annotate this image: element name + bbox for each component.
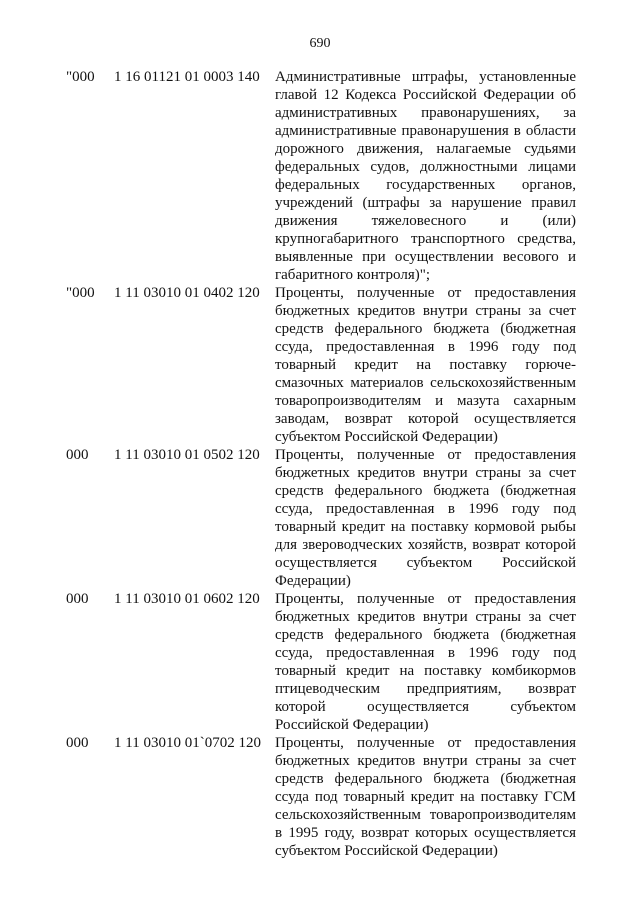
budget-classification-code: 1 16 01121 01 0003 140 [114,69,260,85]
revenue-description: Проценты, полученные от предоставления бюджетных кредитов внутри страны за счет средств федерального бюджета (бюджетная ссуда, предоставленная в 1996 году под товарный кредит на поставку кормовой рыбы для звероводческих хозяйств, возврат которой осуществляется субъектом Российской Федерации) [275,447,576,589]
list-item [66,446,576,590]
budget-classification-code: 1 11 03010 01 0602 120 [114,591,260,607]
budget-classification-code: 1 11 03010 01 0502 120 [114,447,260,463]
list-item [66,284,576,446]
list-item [66,734,576,860]
page-number: 690 [309,36,331,51]
administrator-code: "000 [66,285,95,301]
administrator-code: 000 [66,447,89,463]
revenue-description: Административные штрафы, установленные главой 12 Кодекса Российской Федерации об административных правонарушениях, за административные правонарушения в области дорожного движения, налагаемые судьями федеральных судов, должностными лицами федеральных государственных органов, учреждений (штрафы за нарушение правил движения тяжеловесного и (или) крупногабаритного транспортного средства, выявленные при осуществлении весового и габаритного контроля)"; [275,69,576,283]
administrator-code: "000 [66,69,95,85]
list-item [66,590,576,734]
administrator-code: 000 [66,735,89,751]
administrator-code: 000 [66,591,89,607]
revenue-description: Проценты, полученные от предоставления бюджетных кредитов внутри страны за счет средств федерального бюджета (бюджетная ссуда под товарный кредит на поставку ГСМ сельскохозяйственным товаропроизводителям в 1995 году, возврат которых осуществляется субъектом Российской Федерации) [275,735,576,859]
budget-code-list [66,68,576,860]
budget-classification-code: 1 11 03010 01`0702 120 [114,735,261,751]
revenue-description: Проценты, полученные от предоставления бюджетных кредитов внутри страны за счет средств федерального бюджета (бюджетная ссуда, предоставленная в 1996 году под товарный кредит на поставку горюче-смазочных материалов сельскохозяйственным товаропроизводителям и мазута сахарным заводам, возврат которой осуществляется субъектом Российской Федерации) [275,285,576,445]
budget-classification-code: 1 11 03010 01 0402 120 [114,285,260,301]
revenue-description: Проценты, полученные от предоставления бюджетных кредитов внутри страны за счет средств федерального бюджета (бюджетная ссуда, предоставленная в 1996 году под товарный кредит на поставку комбикормов птицеводческим предприятиям, возврат которой осуществляется субъектом Российской Федерации) [275,591,576,733]
list-item [66,68,576,284]
